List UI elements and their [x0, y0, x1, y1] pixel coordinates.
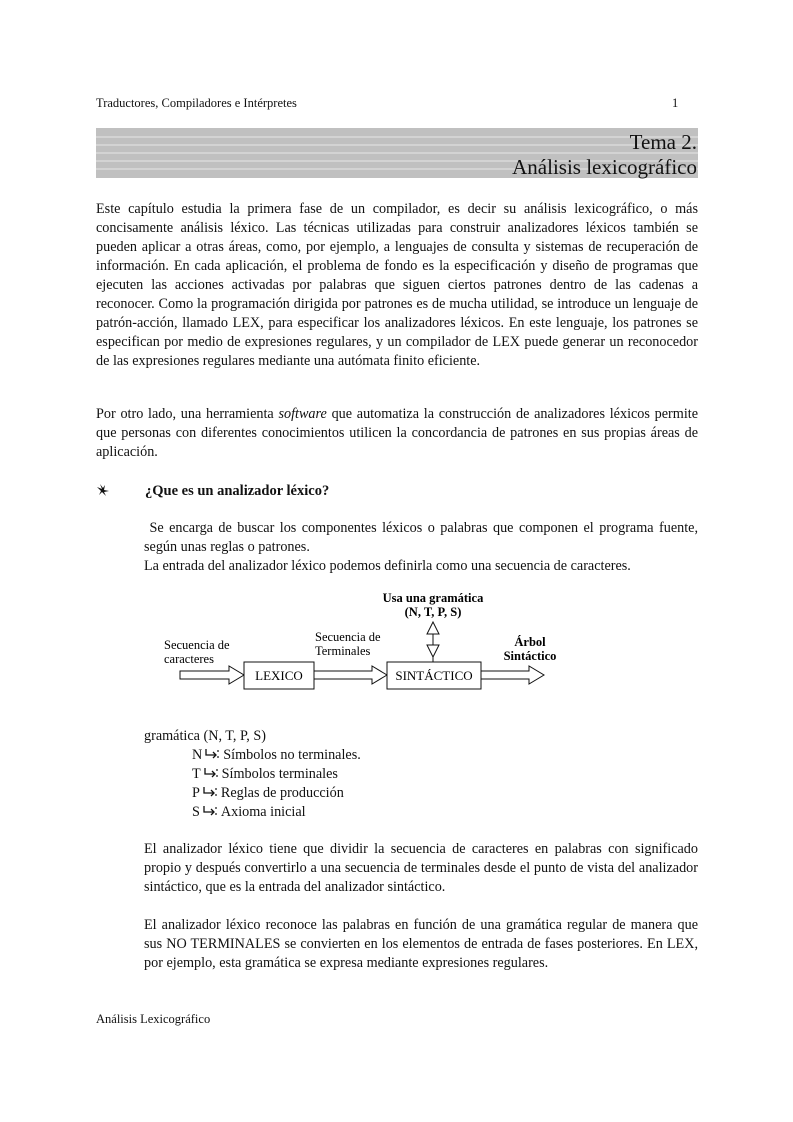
grammar-symbol: N: [192, 747, 203, 763]
grammar-item-n: [192, 746, 361, 766]
software-paragraph-before: Por otro lado, una herramienta: [96, 406, 279, 422]
pointing-hand-icon: [96, 483, 110, 502]
grammar-symbol: S: [192, 804, 200, 820]
section-paragraph-2: La entrada del analizador léxico podemos definirla como una secuencia de caracteres.: [144, 558, 631, 574]
diagram-mid-label-1: Secuencia de: [315, 630, 381, 644]
corner-arrow-icon: [203, 766, 219, 785]
grammar-heading: gramática (N, T, P, S): [144, 728, 267, 744]
diagram-input-label-1: Secuencia de: [164, 638, 230, 652]
intro-paragraph: Este capítulo estudia la primera fase de un compilador, es decir su análisis lexicográfico, o más concisamente análisis léxico. Las técnicas utilizadas para construir analizadores léxicos también se pueden aplicar a otras áreas, como, por ejemplo, a lenguajes de consulta y sistemas de recuperación de información. En cada aplicación, el problema de fondo es la especificación y diseño de programas que ejecuten las acciones activadas por palabras que siguen ciertos patrones dentro de las cadenas a reconocer. Como la programación dirigida por patrones es de mucha utilidad, se introduce un lenguaje de patrón-acción, llamado LEX, para especificar los analizadores léxicos. En este lenguaje, los patrones se especifican por medio de expresiones regulares, y un compilador de LEX puede generar un reconocedor de las expresiones regulares mediante una autómata finito eficiente.: [96, 201, 698, 369]
software-emphasis: software: [278, 406, 327, 422]
output-arrow: [481, 666, 544, 684]
diagram-top-label-2: (N, T, P, S): [404, 605, 462, 619]
lexico-label: LEXICO: [255, 668, 303, 683]
running-header-title: Traductores, Compiladores e Intérpretes: [96, 96, 297, 110]
grammar-desc: Axioma inicial: [220, 804, 306, 820]
corner-arrow-icon: [204, 747, 220, 766]
grammar-item-s: [192, 803, 306, 823]
grammar-symbol: T: [192, 766, 201, 782]
chapter-title: Análisis lexicográfico: [512, 155, 697, 179]
grammar-desc: Símbolos terminales: [221, 766, 338, 782]
section-title: ¿Que es un analizador léxico?: [145, 483, 330, 499]
diagram-output-label-1: Árbol: [514, 635, 546, 649]
mid-arrow: [314, 666, 387, 684]
diagram-top-label-1: Usa una gramática: [382, 591, 484, 605]
grammar-symbol: P: [192, 785, 200, 801]
vertical-arrow: [427, 622, 439, 663]
chapter-number: Tema 2.: [629, 130, 697, 154]
closing-paragraph-1: El analizador léxico tiene que dividir la secuencia de caracteres en palabras con significado propio y después convertirlo a una secuencia de terminales desde el punto de vista del analizador sintáctico, que es la entrada del analizador sintáctico.: [144, 841, 698, 895]
sintactico-label: SINTÁCTICO: [395, 668, 473, 683]
running-footer: Análisis Lexicográfico: [96, 1012, 211, 1026]
grammar-item-t: [192, 765, 338, 785]
diagram-input-label-2: caracteres: [164, 652, 214, 666]
corner-arrow-icon: [202, 804, 218, 823]
software-paragraph-after: que automatiza la construcción de analizadores léxicos permite que personas con diferentes conocimientos utilicen la concordancia de patrones en sus propias áreas de aplicación.: [96, 406, 698, 460]
input-arrow: [180, 666, 244, 684]
grammar-desc: Reglas de producción: [220, 785, 344, 801]
page-number: 1: [672, 96, 679, 110]
diagram-mid-label-2: Terminales: [315, 644, 371, 658]
software-paragraph: [96, 405, 698, 462]
closing-paragraph-2: El analizador léxico reconoce las palabras en función de una gramática regular de manera que sus NO TERMINALES se convierten en los elementos de entrada de fases posteriores. En LEX, por ejemplo, esta gramática se expresa mediante expresiones regulares.: [144, 917, 698, 971]
grammar-item-p: [192, 784, 344, 804]
compiler-diagram: [140, 588, 570, 703]
section-paragraph-1: Se encarga de buscar los componentes léxicos o palabras que componen el programa fuente, según unas reglas o patrones.: [144, 520, 702, 555]
diagram-output-label-2: Sintáctico: [503, 649, 557, 663]
grammar-desc: Símbolos no terminales.: [223, 747, 361, 763]
corner-arrow-icon: [202, 785, 218, 804]
